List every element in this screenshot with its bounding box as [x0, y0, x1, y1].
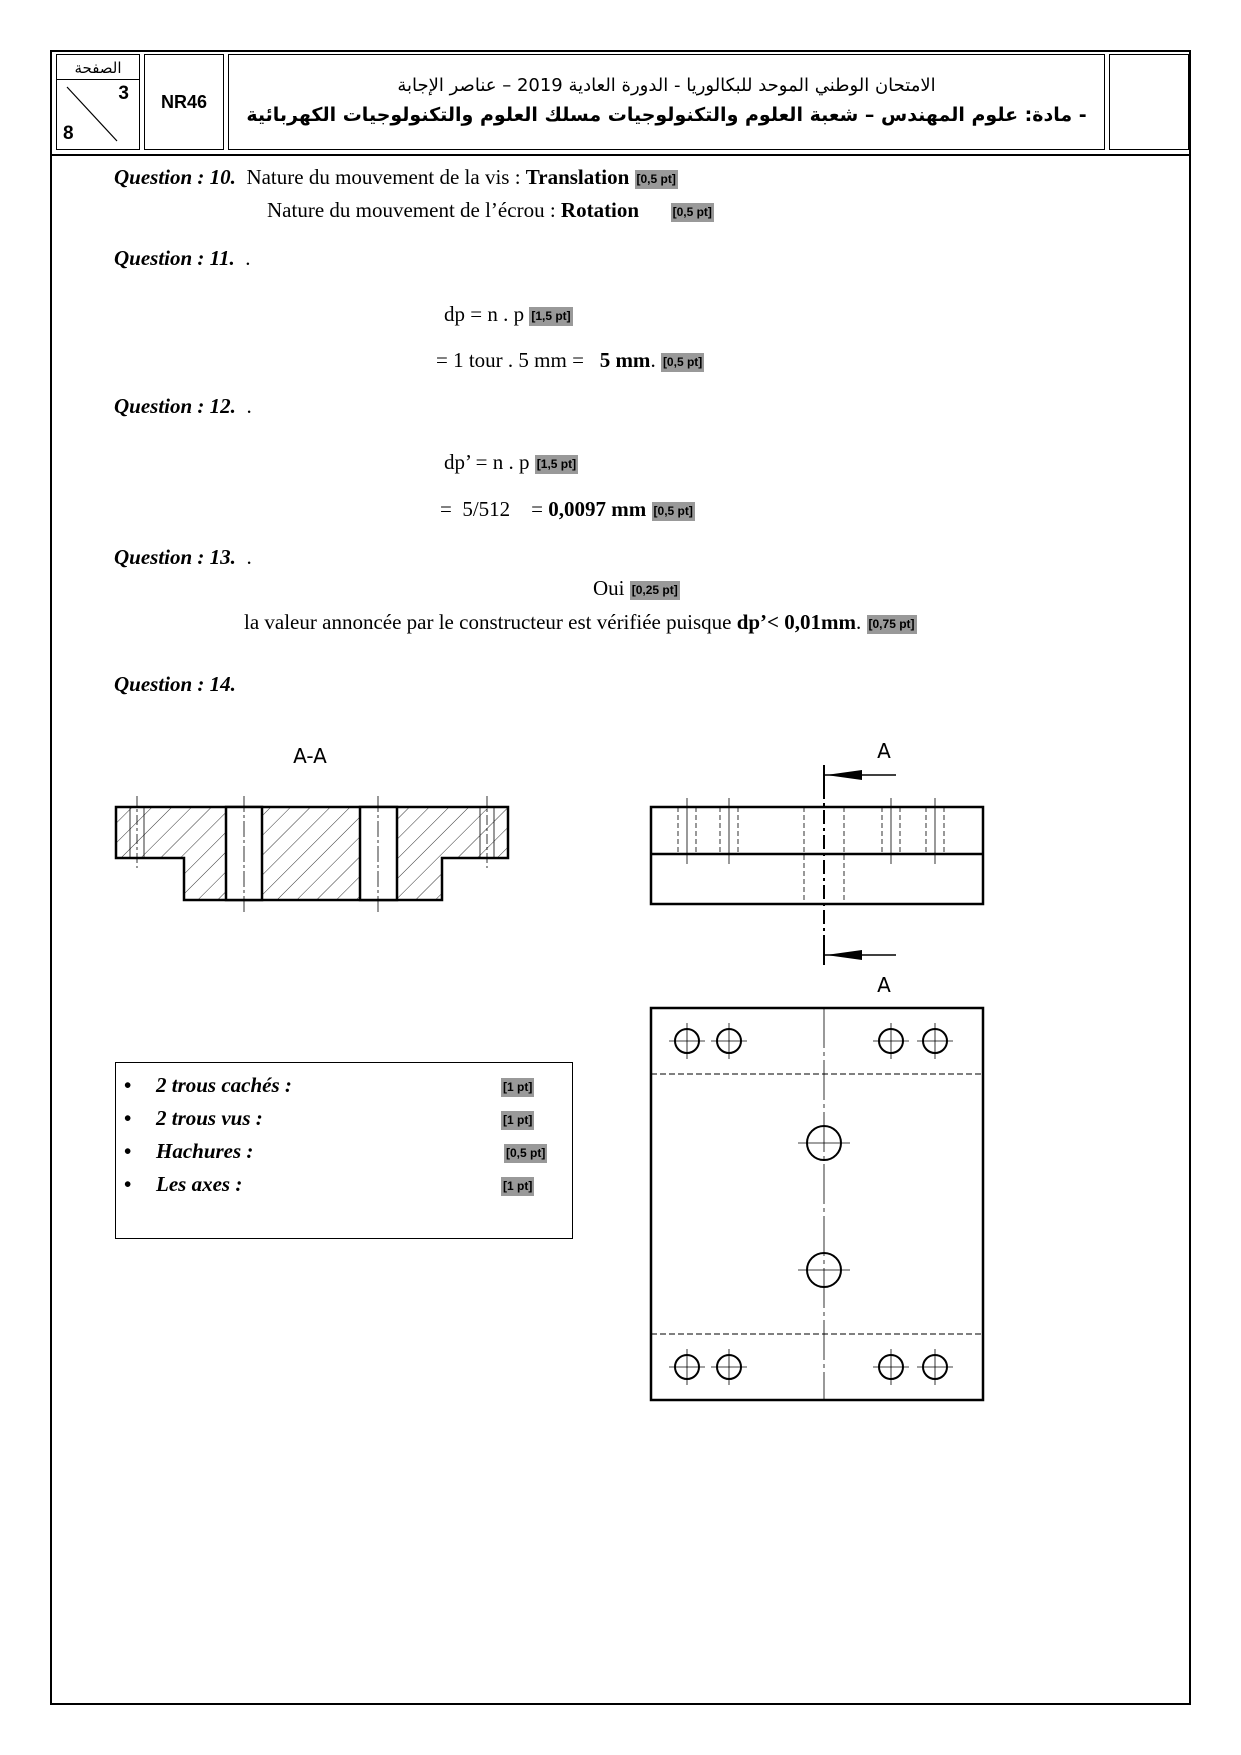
page-total: 8 — [63, 123, 74, 144]
q12-result: 0,0097 mm — [548, 497, 647, 521]
hole-tl2 — [711, 1023, 747, 1059]
q12-heading — [114, 394, 252, 419]
q12-points2: [0,5 pt] — [652, 502, 695, 521]
q12-equation1 — [444, 450, 578, 475]
q14-label: Question : 14. — [114, 672, 236, 696]
grading-points: [1 pt] — [501, 1111, 534, 1130]
q13-answer: Oui — [593, 576, 625, 600]
hole-right — [360, 807, 397, 900]
q11-eq1: dp = n . p — [444, 302, 525, 326]
q12-eq2: = 5/512 = — [440, 497, 549, 521]
q10-label: Question : 10. — [114, 165, 236, 189]
q11-result: 5 mm — [599, 348, 651, 372]
q10-answer1: Translation — [525, 165, 630, 189]
q13-condition-suffix: . — [856, 610, 862, 634]
grading-item: • Les axes : — [156, 1172, 242, 1197]
q13-answer-line — [593, 576, 680, 601]
hatch-right — [397, 807, 508, 900]
q12-equation2 — [440, 497, 695, 522]
q11-equation1 — [444, 302, 573, 327]
q11-points2: [0,5 pt] — [661, 353, 704, 372]
hidden-holes-front — [678, 807, 944, 904]
grading-item: • Hachures : — [156, 1139, 253, 1164]
section-arrow-top — [824, 765, 896, 785]
page-current: 3 — [118, 83, 129, 104]
grading-item: • 2 trous vus : — [156, 1106, 263, 1131]
section-label: A-A — [293, 744, 327, 768]
top-view-outline — [651, 1008, 983, 1400]
q11-equation2 — [436, 348, 704, 373]
grading-box — [115, 1062, 573, 1239]
front-view-outline — [651, 807, 983, 904]
q13-label: Question : 13. — [114, 545, 236, 569]
q10-text2: Nature du mouvement de l’écrou : — [267, 198, 561, 222]
hole-br2 — [917, 1349, 953, 1385]
q11-eq2: = 1 tour . 5 mm = — [436, 348, 590, 372]
hole-br1 — [873, 1349, 909, 1385]
q14-heading — [114, 672, 236, 697]
q13-condition: dp’< 0,01mm — [736, 610, 857, 634]
exam-title-line2: - مادة: علوم المهندس – شعبة العلوم والتكنولوجيات مسلك العلوم والتكنولوجيات الكهربائية — [246, 104, 1087, 126]
grading-item: • 2 trous cachés : — [156, 1073, 292, 1098]
q10-line1 — [114, 165, 678, 190]
q10-answer2: Rotation — [560, 198, 640, 222]
arrow-label-top: A — [877, 740, 891, 763]
q11-suffix: . — [245, 246, 251, 270]
hole-tr2 — [917, 1023, 953, 1059]
q11-points1: [1,5 pt] — [529, 307, 572, 326]
q11-result-suffix: . — [650, 348, 656, 372]
hole-bl1 — [669, 1349, 705, 1385]
hatch-center — [262, 807, 360, 900]
hole-tl1 — [669, 1023, 705, 1059]
q13-points1: [0,25 pt] — [630, 581, 680, 600]
blank-box — [1109, 54, 1189, 150]
hole-tr1 — [873, 1023, 909, 1059]
grading-points: [1 pt] — [501, 1177, 534, 1196]
page-label: الصفحة — [57, 57, 139, 80]
q10-points2: [0,5 pt] — [671, 203, 714, 222]
q12-points1: [1,5 pt] — [535, 455, 578, 474]
q13-points2: [0,75 pt] — [867, 615, 917, 634]
arrow-label-bottom: A — [877, 973, 891, 997]
q10-text1: Nature du mouvement de la vis : — [246, 165, 526, 189]
small-holes-top — [669, 1023, 953, 1385]
exam-title-line1: الامتحان الوطني الموحد للبكالوريا - الدورة العادية 2019 – عناصر الإجابة — [397, 75, 936, 96]
q12-suffix: . — [246, 394, 252, 418]
q10-line2 — [267, 198, 714, 223]
q10-points1: [0,5 pt] — [635, 170, 678, 189]
grading-points: [0,5 pt] — [504, 1144, 547, 1163]
q11-heading — [114, 246, 251, 271]
exam-title — [228, 54, 1105, 150]
q11-label: Question : 11. — [114, 246, 235, 270]
page-number-box — [56, 54, 140, 150]
front-view-drawing — [648, 740, 1008, 1000]
top-view-drawing — [648, 1003, 1008, 1423]
section-view-drawing — [100, 740, 530, 920]
page-header — [52, 52, 1189, 156]
grading-points: [1 pt] — [501, 1078, 534, 1097]
q12-eq1: dp’ = n . p — [444, 450, 530, 474]
hole-bl2 — [711, 1349, 747, 1385]
q13-suffix: . — [246, 545, 252, 569]
q13-justification — [244, 610, 917, 635]
section-arrow-bottom — [824, 945, 896, 965]
q13-line: la valeur annoncée par le constructeur est vérifiée puisque — [244, 610, 737, 634]
q13-heading — [114, 545, 252, 570]
hatch-left — [116, 807, 226, 900]
exam-code: NR46 — [144, 54, 224, 150]
q12-label: Question : 12. — [114, 394, 236, 418]
